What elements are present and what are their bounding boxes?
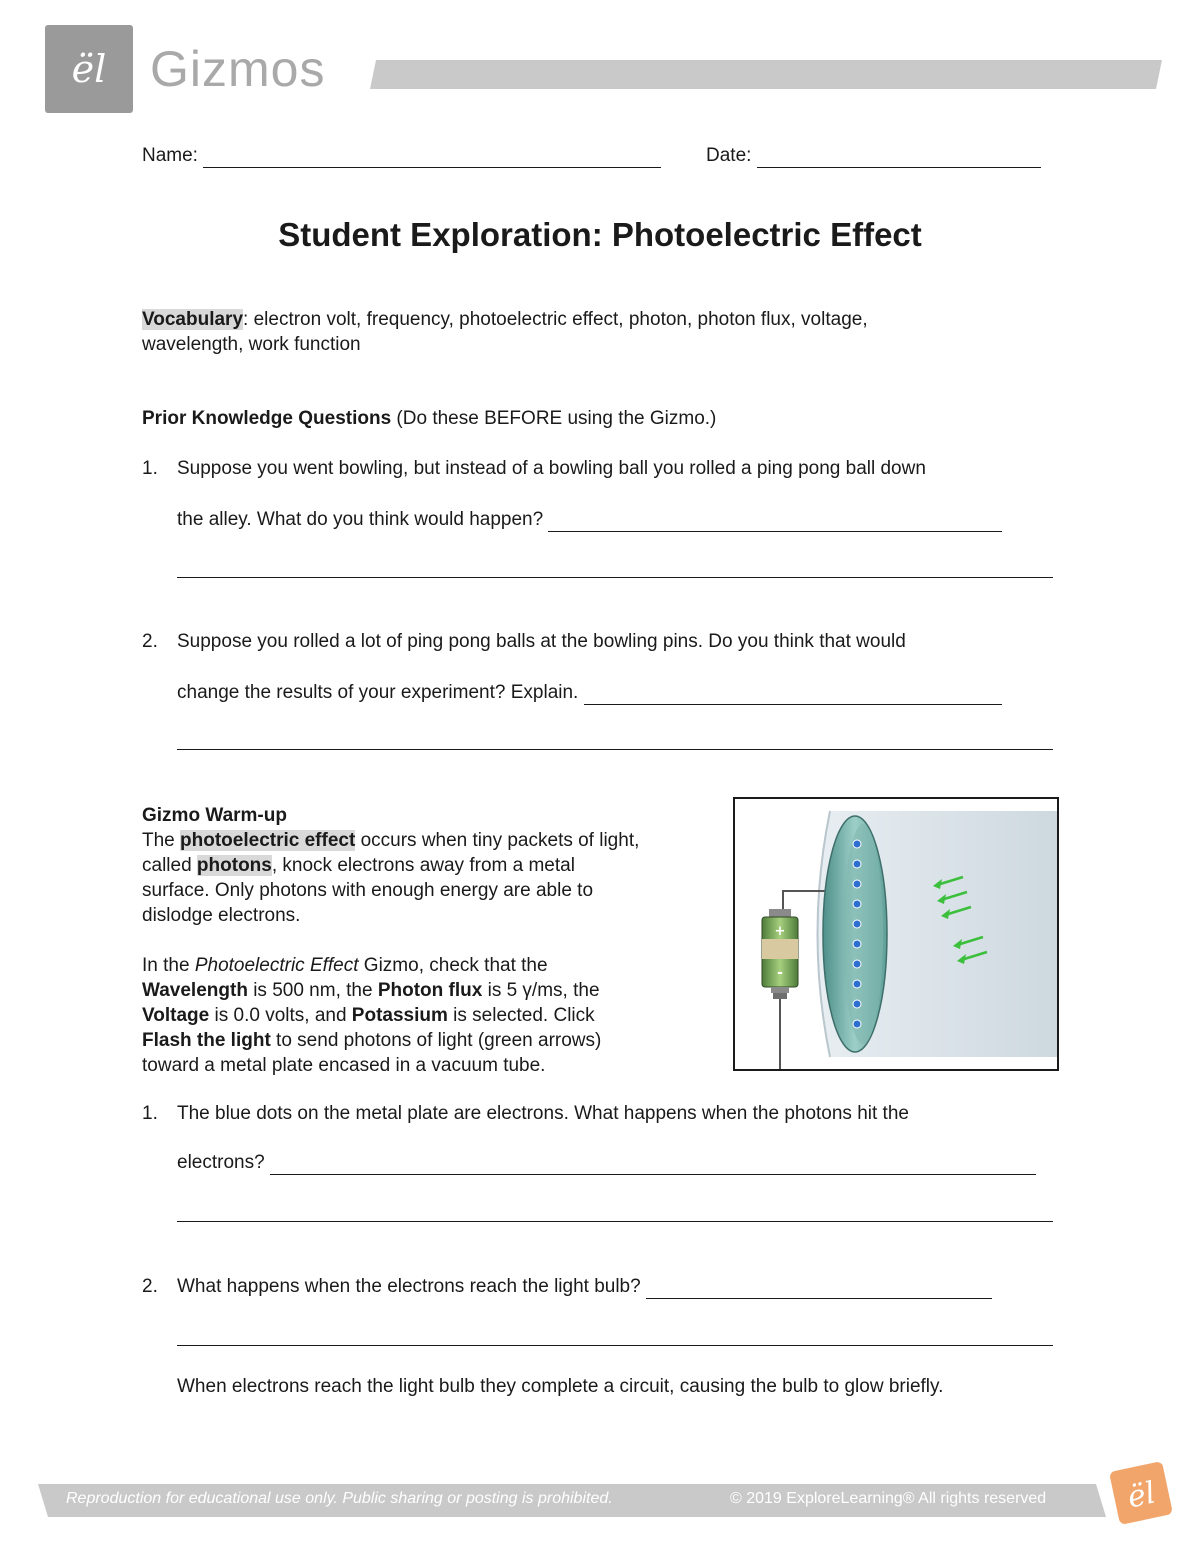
electron-dot	[853, 980, 861, 988]
electron-dot	[853, 960, 861, 968]
wu-q2-answer-blank[interactable]	[646, 1298, 992, 1299]
wu-q1-prompt: electrons?	[177, 1152, 265, 1173]
pk-q2-answer-line[interactable]	[177, 749, 1053, 750]
electron-dot	[853, 900, 861, 908]
wu-q1-line1: The blue dots on the metal plate are electrons. What happens when the photons hit the	[177, 1103, 909, 1124]
electron-dot	[853, 1000, 861, 1008]
wu-q1-answer-blank[interactable]	[270, 1174, 1036, 1175]
explorelearning-logo	[45, 25, 133, 113]
battery-icon	[762, 909, 798, 999]
gizmos-brand: Gizmos	[150, 41, 326, 97]
wu-q1-answer-line[interactable]	[177, 1221, 1053, 1222]
pk-q1-prompt: the alley. What do you think would happen?	[177, 509, 544, 530]
date-field	[706, 143, 1041, 168]
name-blank[interactable]	[203, 167, 661, 168]
wu-q2-answer-line[interactable]	[177, 1345, 1053, 1346]
wu-q1-number: 1.	[142, 1103, 158, 1124]
wu-q2-prompt: What happens when the electrons reach the light bulb?	[177, 1276, 641, 1297]
prior-knowledge-heading	[142, 406, 716, 431]
wu-q2-answer-text: When electrons reach the light bulb they complete a circuit, causing the bulb to glow briefly.	[177, 1376, 944, 1397]
pk-q2-prompt: change the results of your experiment? Explain.	[177, 682, 579, 703]
pk-q1-line1: Suppose you went bowling, but instead of a bowling ball you rolled a ping pong ball down	[177, 458, 926, 479]
term-photons: photons	[196, 855, 272, 876]
pk-q1-answer-blank[interactable]	[548, 531, 1002, 532]
electron-dot	[853, 860, 861, 868]
vocabulary-label: Vocabulary	[142, 309, 244, 330]
electron-dot	[853, 940, 861, 948]
pk-q2-answer-blank[interactable]	[584, 704, 1002, 705]
date-label: Date:	[706, 145, 752, 166]
wu-q2-line1	[177, 1274, 992, 1299]
vocabulary	[142, 307, 1022, 357]
footer-logo-icon	[1106, 1458, 1176, 1528]
footer-disclaimer: Reproduction for educational use only. Public sharing or posting is prohibited.	[66, 1490, 613, 1507]
pk-q2-number: 2.	[142, 631, 158, 652]
prior-knowledge-note: (Do these BEFORE using the Gizmo.)	[391, 408, 717, 429]
pk-q1-answer-line[interactable]	[177, 577, 1053, 578]
electron-dot	[853, 920, 861, 928]
explorelearning-logo-icon: ël	[71, 47, 107, 91]
pk-q1-number: 1.	[142, 458, 158, 479]
warmup-section	[142, 803, 722, 1078]
electron-dot	[853, 1020, 861, 1028]
pk-q2-line2	[177, 680, 1002, 705]
page-title: Student Exploration: Photoelectric Effect	[278, 216, 922, 253]
name-label: Name:	[142, 145, 198, 166]
wu-q1-line2	[177, 1150, 1036, 1175]
pk-q1-line2	[177, 507, 1002, 532]
vacuum-tube-illustration	[735, 799, 1057, 1069]
electron-dot	[853, 880, 861, 888]
header-bar	[370, 60, 1162, 89]
warmup-heading: Gizmo Warm-up	[142, 805, 287, 826]
prior-knowledge-title: Prior Knowledge Questions	[142, 408, 392, 429]
vocabulary-terms: : electron volt, frequency, photoelectric effect, photon, photon flux, voltage,	[243, 309, 868, 330]
svg-text:ël: ël	[1124, 1475, 1159, 1516]
warmup-paragraph-1: The photoelectric effect occurs when tiny packets of light, called photons, knock electrons away from a metal surface. Only photons with enough energy are able to dislodge electrons.	[142, 830, 640, 926]
battery-minus: -	[777, 965, 783, 981]
battery-plus: +	[774, 924, 786, 939]
photoelectric-figure	[733, 797, 1059, 1071]
vocabulary-terms-2: wavelength, work function	[142, 334, 361, 355]
name-field	[142, 143, 661, 168]
warmup-paragraph-2: In the Photoelectric Effect Gizmo, check that the Wavelength is 500 nm, the Photon flux is 5 γ/ms, the Voltage is 0.0 volts, and Potassium is selected. Click Flash the light to send photons of light (green arrows) toward a metal plate encased in a vacuum tube.	[142, 955, 602, 1076]
wu-q2-number: 2.	[142, 1276, 158, 1297]
term-photoelectric-effect: photoelectric effect	[180, 830, 356, 851]
footer-copyright: © 2019 ExploreLearning® All rights reserved	[730, 1490, 1047, 1507]
date-blank[interactable]	[757, 167, 1041, 168]
pk-q2-line1: Suppose you rolled a lot of ping pong balls at the bowling pins. Do you think that would	[177, 631, 906, 652]
electron-dot	[853, 840, 861, 848]
